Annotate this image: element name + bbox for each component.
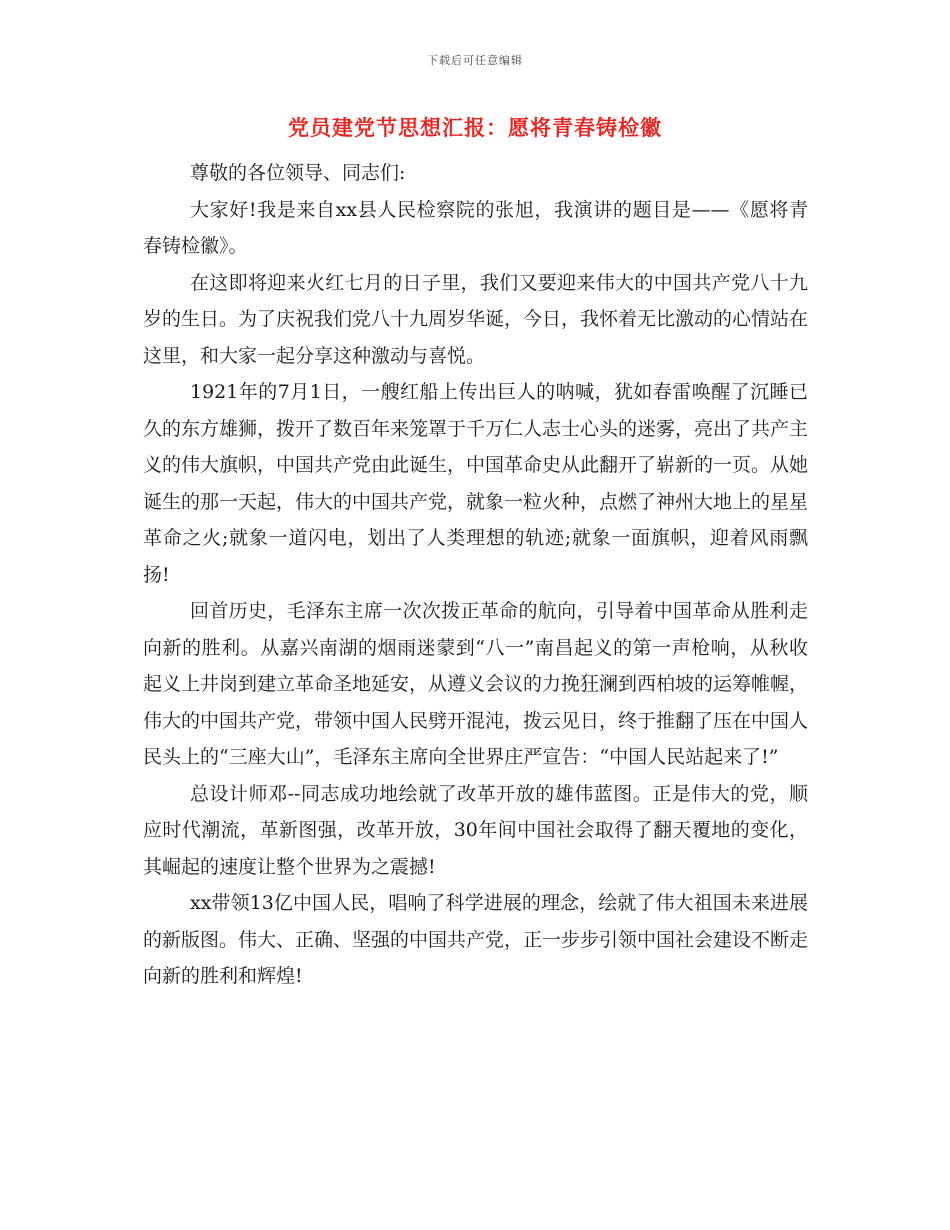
document-body xyxy=(143,155,808,995)
paragraph: 在这即将迎来火红七月的日子里，我们又要迎来伟大的中国共产党八十九岁的生日。为了庆祝我们党八十九周岁华诞，今日，我怀着无比激动的心情站在这里，和大家一起分享这种激动与喜悦。 xyxy=(143,271,809,367)
paragraph: 1921年的7月1日，一艘红船上传出巨人的呐喊，犹如春雷唤醒了沉睡已久的东方雄狮，拨开了数百年来笼罩于千万仁人志士心头的迷雾，亮出了共产主义的伟大旗帜，中国共产党由此诞生，中国革命史从此翻开了崭新的一页。从她诞生的那一天起，伟大的中国共产党，就象一粒火种，点燃了神州大地上的星星革命之火;就象一道闪电，划出了人类理想的轨迹;就象一面旗帜，迎着风雨飘扬! xyxy=(143,381,809,586)
paragraph: 回首历史，毛泽东主席一次次拨正革命的航向，引导着中国革命从胜利走向新的胜利。从嘉兴南湖的烟雨迷蒙到“八一”南昌起义的第一声枪响，从秋收起义上井岗到建立革命圣地延安，从遵义会议的力挽狂澜到西柏坡的运筹帷幄，伟大的中国共产党，带领中国人民劈开混沌，拨云见日，终于推翻了压在中国人民头上的“三座大山”，毛泽东主席向全世界庄严宣告：“中国人民站起来了!” xyxy=(143,600,809,768)
document-title: 党员建党节思想汇报：愿将青春铸检徽 xyxy=(288,115,662,140)
header-note: 下载后可任意编辑 xyxy=(427,54,523,67)
paragraph: 大家好!我是来自xx县人民检察院的张旭，我演讲的题目是——《愿将青春铸检徽》。 xyxy=(143,198,808,257)
paragraph: xx带领13亿中国人民，唱响了科学进展的理念，绘就了伟大祖国未来进展的新版图。伟大、正确、坚强的中国共产党，正一步步引领中国社会建设不断走向新的胜利和辉煌! xyxy=(143,892,809,987)
greeting: 尊敬的各位领导、同志们: xyxy=(190,162,406,184)
paragraph: 总设计师邓--同志成功地绘就了改革开放的雄伟蓝图。正是伟大的党，顺应时代潮流，革新图强，改革开放，30年间中国社会取得了翻天覆地的变化，其崛起的速度让整个世界为之震撼! xyxy=(143,782,808,878)
